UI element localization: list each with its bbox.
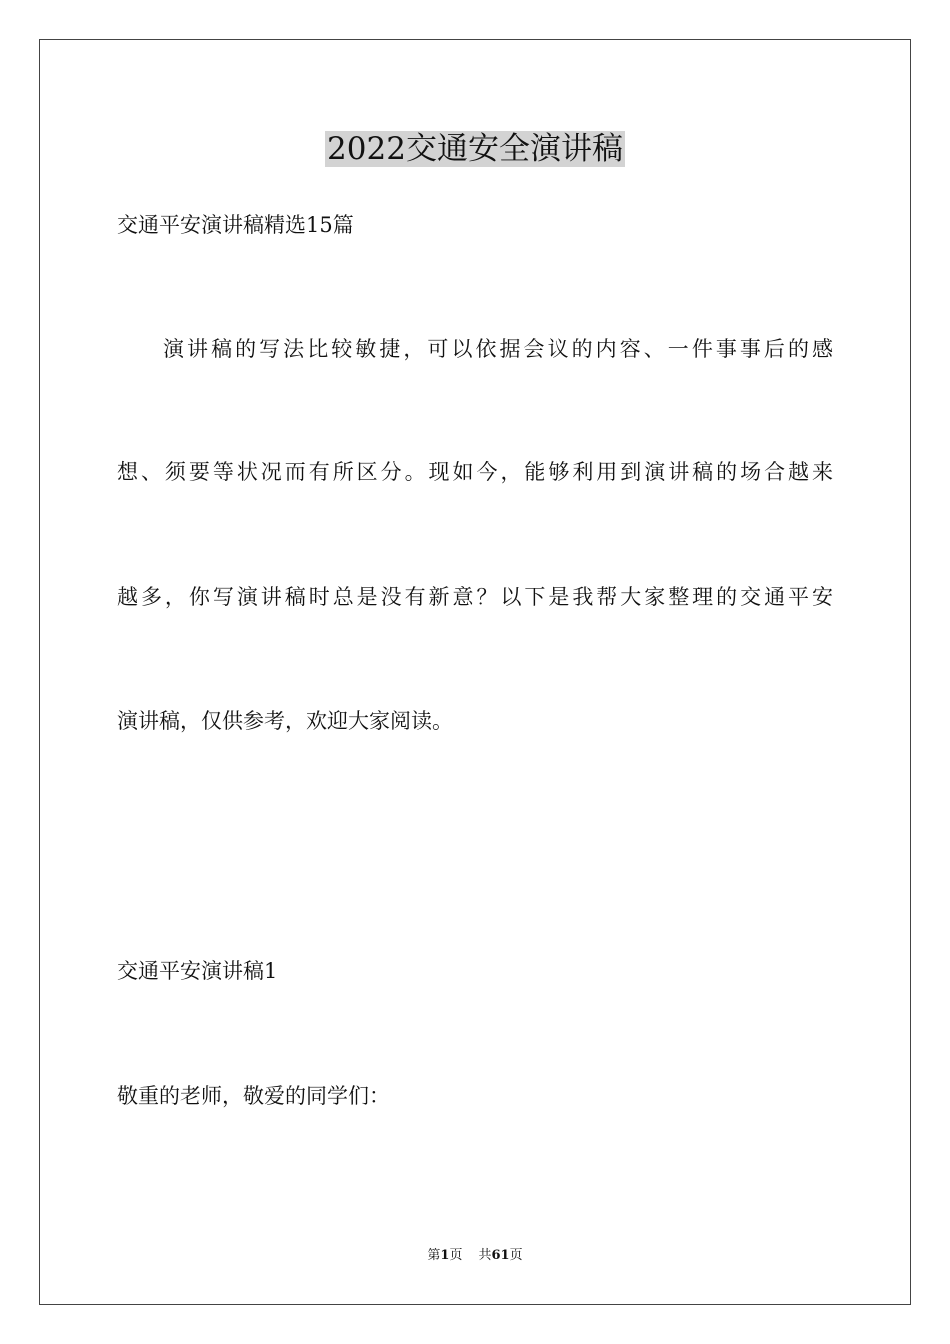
page-footer bbox=[0, 1246, 950, 1266]
footer-total-prefix: 共 bbox=[478, 1248, 492, 1263]
document-subtitle: 交通平安演讲稿精选15篇 bbox=[117, 213, 354, 237]
footer-page-total: 61 bbox=[491, 1248, 510, 1263]
section-heading: 交通平安演讲稿1 bbox=[117, 959, 278, 983]
intro-paragraph-line-1: 演讲稿的写法比较敏捷，可以依据会议的内容、一件事事后的感 bbox=[163, 337, 833, 361]
document-title-text: 2022交通安全演讲稿 bbox=[327, 131, 623, 167]
footer-page-current: 1 bbox=[440, 1248, 450, 1263]
intro-paragraph-line-2: 想、须要等状况而有所区分。现如今，能够利用到演讲稿的场合越来 bbox=[117, 460, 833, 484]
footer-total-suffix: 页 bbox=[509, 1248, 523, 1263]
footer-page-mid: 页 bbox=[449, 1248, 463, 1263]
salutation: 敬重的老师，敬爱的同学们： bbox=[117, 1084, 390, 1108]
document-title bbox=[0, 128, 950, 170]
intro-paragraph-line-3: 越多，你写演讲稿时总是没有新意？以下是我帮大家整理的交通平安 bbox=[117, 585, 833, 609]
footer-page-prefix: 第 bbox=[427, 1248, 441, 1263]
intro-paragraph-line-4: 演讲稿，仅供参考，欢迎大家阅读。 bbox=[117, 709, 453, 733]
